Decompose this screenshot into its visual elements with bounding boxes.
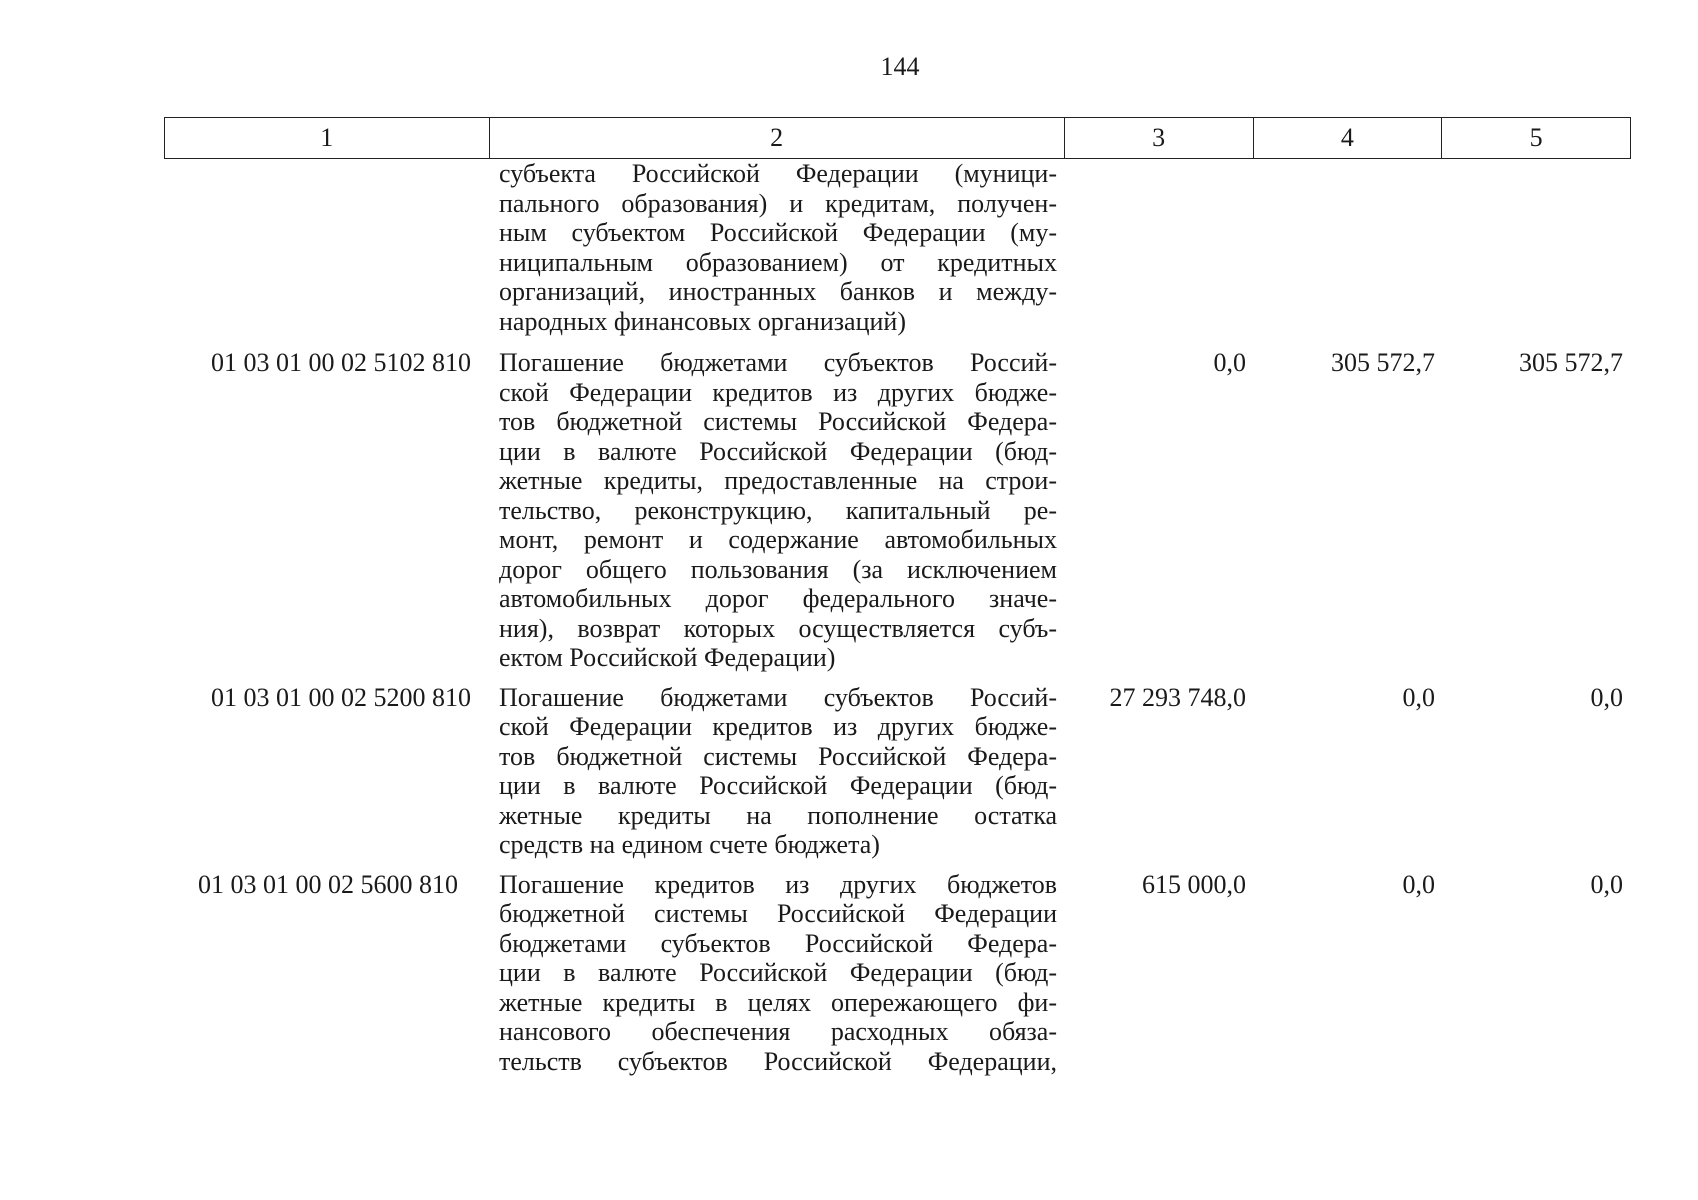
description-line: жетные кредиты, предоставленные на строи-: [499, 466, 1057, 495]
description-line: средств на едином счете бюджета): [499, 830, 880, 859]
description-line: тов бюджетной системы Российской Федера-: [499, 407, 1057, 436]
description-line: ным субъектом Российской Федерации (му-: [499, 218, 1057, 247]
description-line: тельство, реконструкцию, капитальный ре-: [499, 495, 1057, 525]
row-value-col4: 0,0: [1402, 682, 1435, 712]
row-value-col5: 305 572,7: [1519, 348, 1623, 377]
description-line: Погашение бюджетами субъектов Россий-: [499, 348, 1057, 377]
description-line: монт, ремонт и содержание автомобильных: [499, 525, 1057, 554]
description-line: народных финансовых организаций): [499, 306, 906, 336]
row-value-col4: [1254, 159, 1443, 336]
table-row: [164, 159, 1631, 336]
description-line: бюджетами субъектов Российской Федера-: [499, 928, 1057, 958]
row-description: [489, 159, 1065, 336]
table-row: [164, 683, 1631, 860]
row-code: 01 03 01 00 02 5200 810: [211, 682, 471, 712]
table-row: [164, 348, 1631, 673]
table-row: [164, 870, 1631, 1077]
row-code: 01 03 01 00 02 5600 810: [198, 869, 458, 899]
description-line: пального образования) и кредитам, получен-: [499, 188, 1057, 218]
description-line: ектом Российской Федерации): [499, 643, 836, 672]
description-line: автомобильных дорог федерального значе-: [499, 584, 1057, 613]
description-line: ции в валюте Российской Федерации (бюд-: [499, 436, 1057, 466]
column-header-4: 4: [1254, 118, 1443, 158]
description-line: тов бюджетной системы Российской Федера-: [499, 741, 1057, 771]
row-value-col3: 0,0: [1213, 348, 1246, 377]
row-value-col5: 0,0: [1590, 682, 1623, 712]
row-value-col3: [1065, 159, 1254, 336]
row-description: [489, 683, 1065, 860]
description-line: жетные кредиты на пополнение остатка: [499, 800, 1057, 830]
description-line: ции в валюте Российской Федерации (бюд-: [499, 958, 1057, 987]
row-value-col3: 615 000,0: [1142, 869, 1246, 899]
description-line: ния), возврат которых осуществляется субъ-: [499, 613, 1057, 643]
row-value-col3: 27 293 748,0: [1109, 682, 1246, 712]
description-line: Погашение кредитов из других бюджетов: [499, 869, 1057, 899]
column-header-5: 5: [1529, 123, 1543, 152]
row-value-col4: 0,0: [1402, 869, 1435, 899]
description-line: Погашение бюджетами субъектов Россий-: [499, 682, 1057, 712]
description-line: ции в валюте Российской Федерации (бюд-: [499, 771, 1057, 800]
description-line: тельств субъектов Российской Федерации,: [499, 1046, 1057, 1076]
description-line: субъекта Российской Федерации (муници-: [499, 159, 1057, 188]
description-line: ской Федерации кредитов из других бюдже-: [499, 712, 1057, 741]
row-description: [489, 870, 1065, 1077]
row-value-col4: 305 572,7: [1331, 348, 1435, 377]
description-line: жетные кредиты в целях опережающего фи-: [499, 987, 1057, 1017]
row-code: 01 03 01 00 02 5102 810: [211, 348, 471, 377]
row-code: [164, 159, 489, 336]
row-description: [489, 348, 1065, 673]
page-number: 144: [880, 52, 920, 81]
description-line: дорог общего пользования (за исключением: [499, 554, 1057, 584]
budget-table: [164, 117, 1631, 1076]
description-line: нансового обеспечения расходных обяза-: [499, 1017, 1057, 1046]
column-header-1: 1: [165, 118, 490, 158]
row-value-col5: 0,0: [1590, 869, 1623, 899]
column-header-2: 2: [490, 118, 1065, 158]
row-value-col5: [1443, 159, 1631, 336]
description-line: ниципальным образованием) от кредитных: [499, 247, 1057, 277]
column-header-3: 3: [1065, 118, 1254, 158]
description-line: ской Федерации кредитов из других бюдже-: [499, 377, 1057, 407]
table-header-row: [164, 117, 1631, 159]
description-line: бюджетной системы Российской Федерации: [499, 899, 1057, 928]
description-line: организаций, иностранных банков и между-: [499, 277, 1057, 306]
